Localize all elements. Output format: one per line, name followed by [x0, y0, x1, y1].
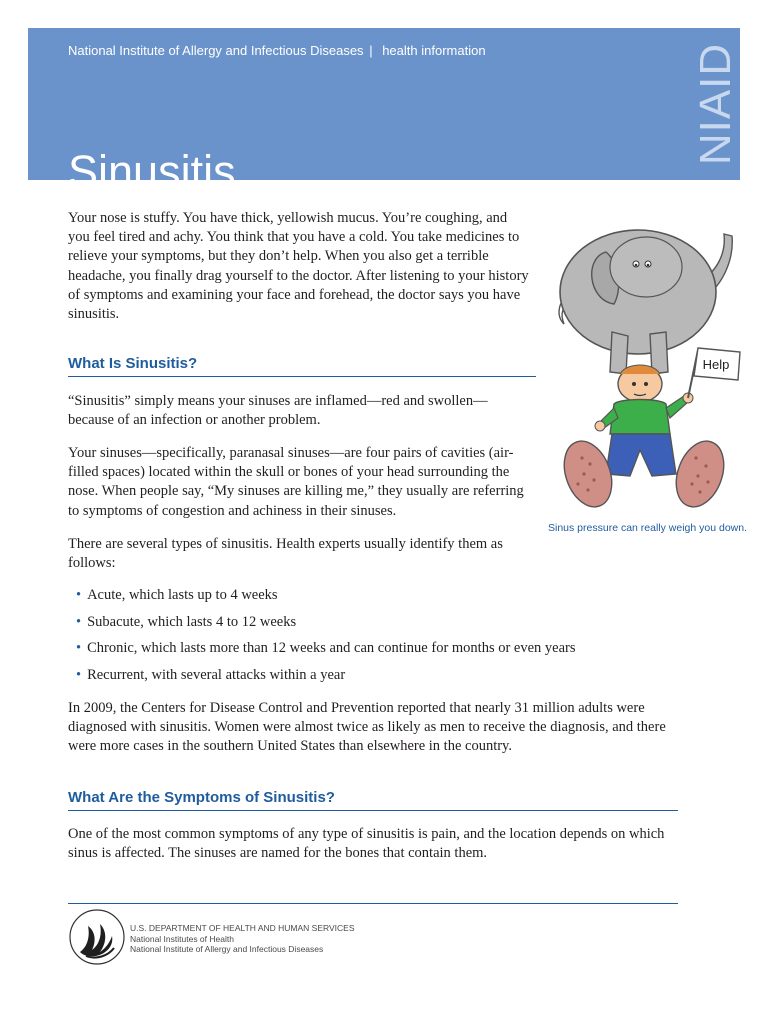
section-heading-what-is: What Is Sinusitis? [68, 355, 536, 377]
bullet-dot: • [76, 587, 82, 603]
bullet-dot: • [76, 640, 82, 656]
list-item [76, 613, 576, 640]
header-banner [28, 28, 741, 198]
intro-paragraph: Your nose is stuffy. You have thick, yellowish mucus. You’re coughing, and you feel tired and achy. You think that you have a cold. You take medicines to relieve your symptoms, but they don’t help. When you also get a terrible headache, you finally drag yourself to the doctor. After listening to your history of symptoms and examining your face and forehead, the doctor says you have sinusitis. [68, 210, 529, 323]
paragraph-definition: “Sinusitis” simply means your sinuses are inflamed—red and swollen—because of an infection or another problem. [68, 393, 488, 429]
paragraph-sinuses: Your sinuses—specifically, paranasal sinuses—are four pairs of cavities (air-filled spaces) located within the skull or bones of your head surrounding the nose. When people say, “My sinuses are killing me,” they usually are referring to symptoms of congestion and achiness in their sinuses. [68, 445, 524, 519]
niaid-logo-text: NIAID [691, 42, 741, 166]
section-label: health information [382, 43, 486, 58]
help-sign-text: Help [702, 357, 730, 372]
hhs-text-block [130, 923, 355, 955]
list-item-text: Subacute, which lasts 4 to 12 weeks [87, 613, 297, 630]
list-item [76, 639, 576, 666]
hhs-niaid: National Institute of Allergy and Infectious Diseases [130, 944, 324, 954]
list-item-text: Chronic, which lasts more than 12 weeks and can continue for months or even years [87, 640, 576, 656]
hhs-nih: National Institutes of Health [130, 933, 234, 944]
bullet-dot: • [76, 613, 82, 630]
footer-divider [68, 903, 678, 904]
page-title: Sinusitis [68, 146, 236, 198]
sinusitis-types-list [76, 586, 576, 692]
paragraph-symptoms: One of the most common symptoms of any type of sinusitis is pain, and the location depends on which sinus is affected. The sinuses are named for the bones that contain them. [68, 826, 665, 862]
banner-agency-line [68, 43, 486, 58]
paragraph-types-intro: There are several types of sinusitis. Health experts usually identify them as follows: [68, 536, 503, 572]
list-item [76, 666, 576, 693]
niaid-logo [691, 42, 741, 166]
banner-separator: | [369, 43, 373, 58]
list-item-text: Recurrent, with several attacks within a year [87, 666, 346, 683]
hhs-department: U.S. DEPARTMENT OF HEALTH AND HUMAN SERVICES [130, 923, 355, 933]
agency-name: National Institute of Allergy and Infectious Diseases [68, 43, 364, 58]
bullet-dot: • [76, 666, 82, 683]
list-item-text: Acute, which lasts up to 4 weeks [87, 587, 278, 603]
list-item [76, 586, 576, 613]
elephant-illustration [548, 212, 744, 512]
illustration-caption: Sinus pressure can really weigh you down. [548, 522, 748, 534]
hhs-seal-logo [66, 906, 128, 968]
paragraph-statistics: In 2009, the Centers for Disease Control and Prevention reported that nearly 31 million adults were diagnosed with sinusitis. Women were almost twice as likely as men to receive the diagnosis, and there were more cases in the southern United States than elsewhere in the country. [68, 700, 666, 755]
section-heading-symptoms: What Are the Symptoms of Sinusitis? [68, 789, 678, 811]
